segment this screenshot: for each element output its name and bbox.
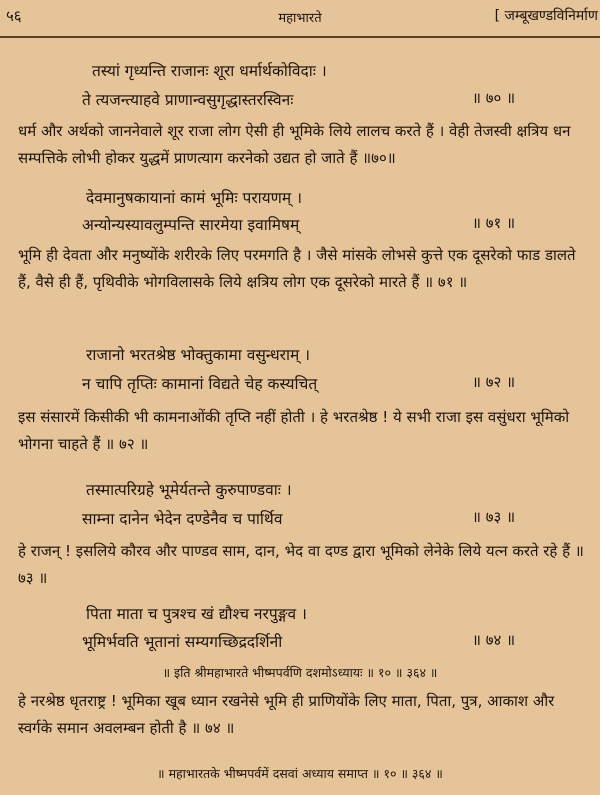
translation-paragraph: हे नरश्रेष्ठ धृतराष्ट्र ! भूमिका खूब ध्यान रखनेसे भूमि ही प्राणियोंके लिए माता, पिता, पुत्र, आकाश और स्वर्गके समान अवलम्बन होती है ॥ ७४ ॥ [18,692,555,737]
verse-line: न चापि तृप्तिः कामानां विद्यते चेह कस्यचित् [82,375,318,393]
translation-paragraph: भूमि ही देवता और मनुष्योंके शरीरके लिए परमगति है । जैसे मांसके लोभसे कुत्ते एक दूसरेको फाड डालते हैं, वैसे ही हैं, पृथिवीके भोगविलासके लिये क्षत्रिय लोग एक दूसरेको मारते हैं ॥ ७१ ॥ [18,246,576,291]
translation-paragraph: इस संसारमें किसीकी भी कामनाओंकी तृप्ति नहीं होती । हे भरतश्रेष्ठ ! ये सभी राजा इस वसुंधरा भूमिको भोगना चाहते हैं ॥ ७२ ॥ [18,408,570,453]
verse-line: ते त्यजन्त्याहवे प्राणान्वसुगृद्धास्तरस्विनः [82,91,294,109]
running-title: महाभारते [278,11,322,26]
page-header [0,0,600,38]
verse-line: साम्ना दानेन भेदेन दण्डेनैव च पार्थिव [82,510,283,528]
verse-line: अन्योन्यस्यावलुम्पन्ति सारमेया इवामिषम् [82,216,300,234]
verse-line: देवमानुषकायानां कामं भूमिः परायणम् । [86,189,302,207]
verse-line: भूमिर्भवति भूतानां सम्यगच्छिद्रदर्शिनी [82,633,283,651]
verse-number: ॥ ७४ ॥ [472,631,516,649]
verse-line: तस्यां गृध्यन्ति राजानः शूरा धर्मार्थकोविदाः । [92,62,327,80]
translation-paragraph: धर्म और अर्थको जाननेवाले शूर राजा लोग ऐसी ही भूमिके लिये लालच करते हैं । वेही तेजस्वी क्षत्रिय धन सम्पत्तिके लोभी होकर युद्धमें प्राणत्याग करनेको उद्यत हो जाते हैं ॥७०॥ [18,122,571,167]
sanskrit-colophon: ॥ इति श्रीमहाभारते भीष्मपर्वणि दशमोऽध्यायः ॥ १० ॥ ३६४ ॥ [162,665,438,680]
page-number: ५६ [6,7,22,25]
translation-paragraph: हे राजन् ! इसलिये कौरव और पाण्डव साम, दान, भेद वा दण्ड द्वारा भूमिको लेनेके लिये यत्न करते रहे हैं ॥ ७३ ॥ [18,542,584,587]
verse-number: ॥ ७१ ॥ [472,214,516,232]
verse-line: राजानो भरतश्रेष्ठ भोक्तुकामा वसुन्धराम् । [86,346,311,364]
verse-number: ॥ ७३ ॥ [472,508,516,526]
verse-number: ॥ ७२ ॥ [472,373,516,391]
verse-number: ॥ ७० ॥ [472,89,516,107]
section-title: [ जम्बूखण्डविनिर्माण [494,8,598,24]
hindi-colophon: ॥ महाभारतके भीष्मपर्वमें दसवां अध्याय समाप्त ॥ १० ॥ ३६४ ॥ [157,766,443,781]
verse-line: तस्मात्परिग्रहे भूमेर्यतन्ते कुरुपाण्डवाः । [86,481,292,499]
verse-line: पिता माता च पुत्रश्च खं द्यौश्च नरपुङ्गव । [86,605,307,623]
